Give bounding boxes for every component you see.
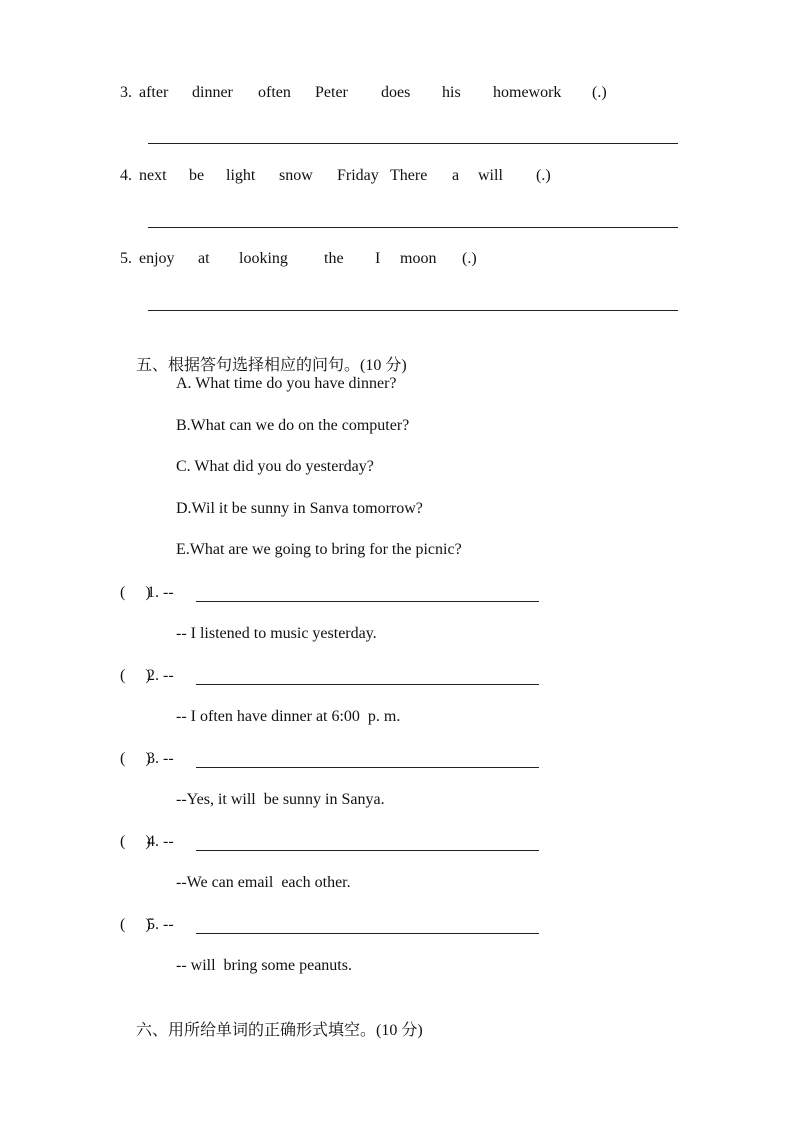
- word: does: [381, 84, 411, 101]
- answer-bracket[interactable]: ( ): [120, 750, 151, 767]
- item-number: 5.: [120, 250, 132, 267]
- item-number: 4.: [120, 167, 132, 184]
- answer-bracket[interactable]: ( ): [120, 667, 151, 684]
- question-blank[interactable]: [196, 684, 539, 685]
- answer-line[interactable]: [148, 310, 678, 311]
- option-e: E.What are we going to bring for the picnic?: [176, 541, 462, 558]
- word: a: [452, 167, 460, 184]
- option-d: D.Wil it be sunny in Sanva tomorrow?: [176, 500, 423, 517]
- option-b: B.What can we do on the computer?: [176, 417, 410, 434]
- word: enjoy: [139, 250, 175, 267]
- word: There: [390, 167, 428, 184]
- word: often: [258, 84, 291, 101]
- word: next: [139, 167, 167, 184]
- word: looking: [239, 250, 288, 267]
- word: (.): [536, 167, 551, 184]
- answer-text: --Yes, it will be sunny in Sanya.: [176, 791, 385, 808]
- section-title: 六、用所给单词的正确形式填空。: [136, 1020, 377, 1039]
- question-blank[interactable]: [196, 933, 539, 934]
- answer-line[interactable]: [148, 143, 678, 144]
- word: moon: [400, 250, 437, 267]
- question-blank[interactable]: [196, 601, 539, 602]
- word: at: [198, 250, 210, 267]
- section-title: 五、根据答句选择相应的问句。: [136, 355, 361, 374]
- section-points: (10 分): [360, 357, 407, 374]
- word: be: [189, 167, 205, 184]
- answer-bracket[interactable]: ( ): [120, 916, 151, 933]
- word: (.): [592, 84, 607, 101]
- section-6-heading: [120, 997, 423, 1064]
- question-blank[interactable]: [196, 850, 539, 851]
- word: after: [139, 84, 169, 101]
- word: Friday: [337, 167, 379, 184]
- question-number: 2. --: [147, 667, 174, 684]
- option-c: C. What did you do yesterday?: [176, 458, 374, 475]
- word: light: [226, 167, 256, 184]
- answer-text: -- I listened to music yesterday.: [176, 625, 377, 642]
- word: dinner: [192, 84, 233, 101]
- answer-bracket[interactable]: ( ): [120, 833, 151, 850]
- word: (.): [462, 250, 477, 267]
- answer-text: --We can email each other.: [176, 874, 351, 891]
- answer-text: -- will bring some peanuts.: [176, 957, 352, 974]
- answer-bracket[interactable]: ( ): [120, 584, 151, 601]
- answer-line[interactable]: [148, 227, 678, 228]
- word: his: [442, 84, 461, 101]
- question-blank[interactable]: [196, 767, 539, 768]
- question-number: 3. --: [147, 750, 174, 767]
- question-number: 4. --: [147, 833, 174, 850]
- answer-text: -- I often have dinner at 6:00 p. m.: [176, 708, 401, 725]
- word: snow: [279, 167, 313, 184]
- word: homework: [493, 84, 562, 101]
- option-a: A. What time do you have dinner?: [176, 375, 397, 392]
- section-points: (10 分): [376, 1022, 423, 1039]
- question-number: 1. --: [147, 584, 174, 601]
- word: I: [375, 250, 381, 267]
- word: Peter: [315, 84, 348, 101]
- question-number: 5. --: [147, 916, 174, 933]
- word: the: [324, 250, 344, 267]
- word: will: [478, 167, 503, 184]
- item-number: 3.: [120, 84, 132, 101]
